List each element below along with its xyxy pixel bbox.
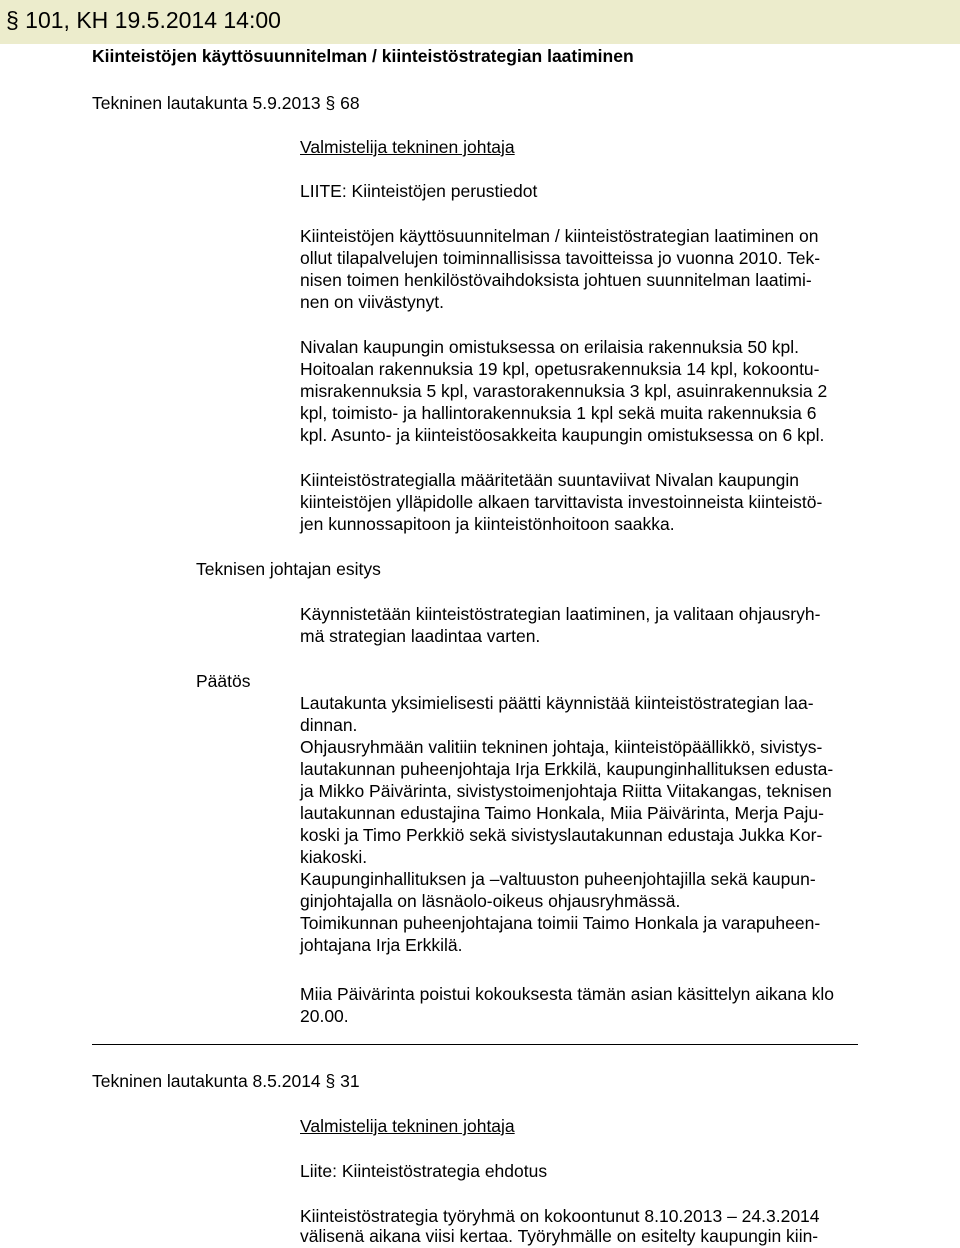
text-line: 20.00.: [300, 1006, 349, 1026]
text-line: Kaupunginhallituksen ja –valtuuston puheenjohtajilla sekä kaupun-: [300, 869, 816, 889]
text-line: johtajana Irja Erkkilä.: [300, 935, 463, 955]
text-line: Hoitoalan rakennuksia 19 kpl, opetusrakennuksia 14 kpl, kokoontu-: [300, 359, 820, 379]
meeting-heading: Tekninen lautakunta 5.9.2013 § 68: [92, 93, 360, 113]
attachment-line-2: Liite: Kiinteistöstrategia ehdotus: [300, 1161, 548, 1181]
meeting-heading-2: Tekninen lautakunta 8.5.2014 § 31: [92, 1071, 360, 1091]
section-header: § 101, KH 19.5.2014 14:00: [6, 7, 281, 33]
text-line: Lautakunta yksimielisesti päätti käynnistää kiinteistöstrategian laa-: [300, 693, 814, 713]
text-line: kpl, toimisto- ja hallintorakennuksia 1 kpl sekä muita rakennuksia 6: [300, 403, 817, 423]
text-line: Toimikunnan puheenjohtajana toimii Taimo Honkala ja varapuheen-: [300, 913, 821, 933]
text-line: lautakunnan edustajina Taimo Honkala, Miia Päivärinta, Merja Paju-: [300, 803, 824, 823]
text-line: ollut tilapalvelujen toiminnallisissa tavoitteissa jo vuonna 2010. Tek-: [300, 248, 821, 268]
text-line: ja Mikko Päivärinta, sivistystoimenjohtaja Riitta Viitakangas, teknisen: [300, 781, 832, 801]
text-line: Kiinteistöstrategialla määritetään suuntaviivat Nivalan kaupungin: [300, 470, 800, 490]
section-header-bar: [0, 0, 960, 44]
text-line: ginjohtajalla on läsnäolo-oikeus ohjausryhmässä.: [300, 891, 681, 911]
text-line: Kiinteistöjen käyttösuunnitelman / kiinteistöstrategian laatiminen on: [300, 226, 819, 246]
document-title: Kiinteistöjen käyttösuunnitelman / kiinteistöstrategian laatiminen: [92, 46, 634, 66]
text-line: nisen toimen henkilöstövaihdoksista johtuen suunnitelman laatimi-: [300, 270, 812, 290]
text-line: Miia Päivärinta poistui kokouksesta tämän asian käsittelyn aikana klo: [300, 984, 835, 1004]
text-line: Nivalan kaupungin omistuksessa on erilaisia rakennuksia 50 kpl.: [300, 337, 800, 357]
decision-label: Päätös: [196, 671, 251, 691]
text-line: Ohjausryhmään valitiin tekninen johtaja, kiinteistöpäällikkö, sivistys-: [300, 737, 823, 757]
text-line: misrakennuksia 5 kpl, varastorakennuksia 3 kpl, asuinrakennuksia 2: [300, 381, 828, 401]
text-line: Kiinteistöstrategia työryhmä on kokoontunut 8.10.2013 – 24.3.2014: [300, 1206, 820, 1226]
text-line: jen kunnossapitoon ja kiinteistönhoitoon saakka.: [300, 514, 675, 534]
text-line: mä strategian laadintaa varten.: [300, 626, 541, 646]
text-line: kiakoski.: [300, 847, 368, 867]
attachment-line: LIITE: Kiinteistöjen perustiedot: [300, 181, 538, 201]
text-line: koski ja Timo Perkkiö sekä sivistyslautakunnan edustaja Jukka Kor-: [300, 825, 823, 845]
text-line: lautakunnan puheenjohtaja Irja Erkkilä, kaupunginhallituksen edusta-: [300, 759, 834, 779]
text-line: Käynnistetään kiinteistöstrategian laatiminen, ja valitaan ohjausryh-: [300, 604, 821, 624]
proposal-label: Teknisen johtajan esitys: [196, 559, 381, 579]
text-line: kpl. Asunto- ja kiinteistöosakkeita kaupungin omistuksessa on 6 kpl.: [300, 425, 825, 445]
text-line: dinnan.: [300, 715, 358, 735]
text-line: välisenä aikana viisi kertaa. Työryhmälle on esitelty kaupungin kiin-: [300, 1226, 819, 1246]
preparer-line: Valmistelija tekninen johtaja: [300, 137, 515, 157]
section-divider: [92, 1044, 858, 1045]
preparer-line-2: Valmistelija tekninen johtaja: [300, 1116, 515, 1136]
text-line: kiinteistöjen ylläpidolle alkaen tarvittavista investoinneista kiinteistö-: [300, 492, 823, 512]
text-line: nen on viivästynyt.: [300, 292, 444, 312]
